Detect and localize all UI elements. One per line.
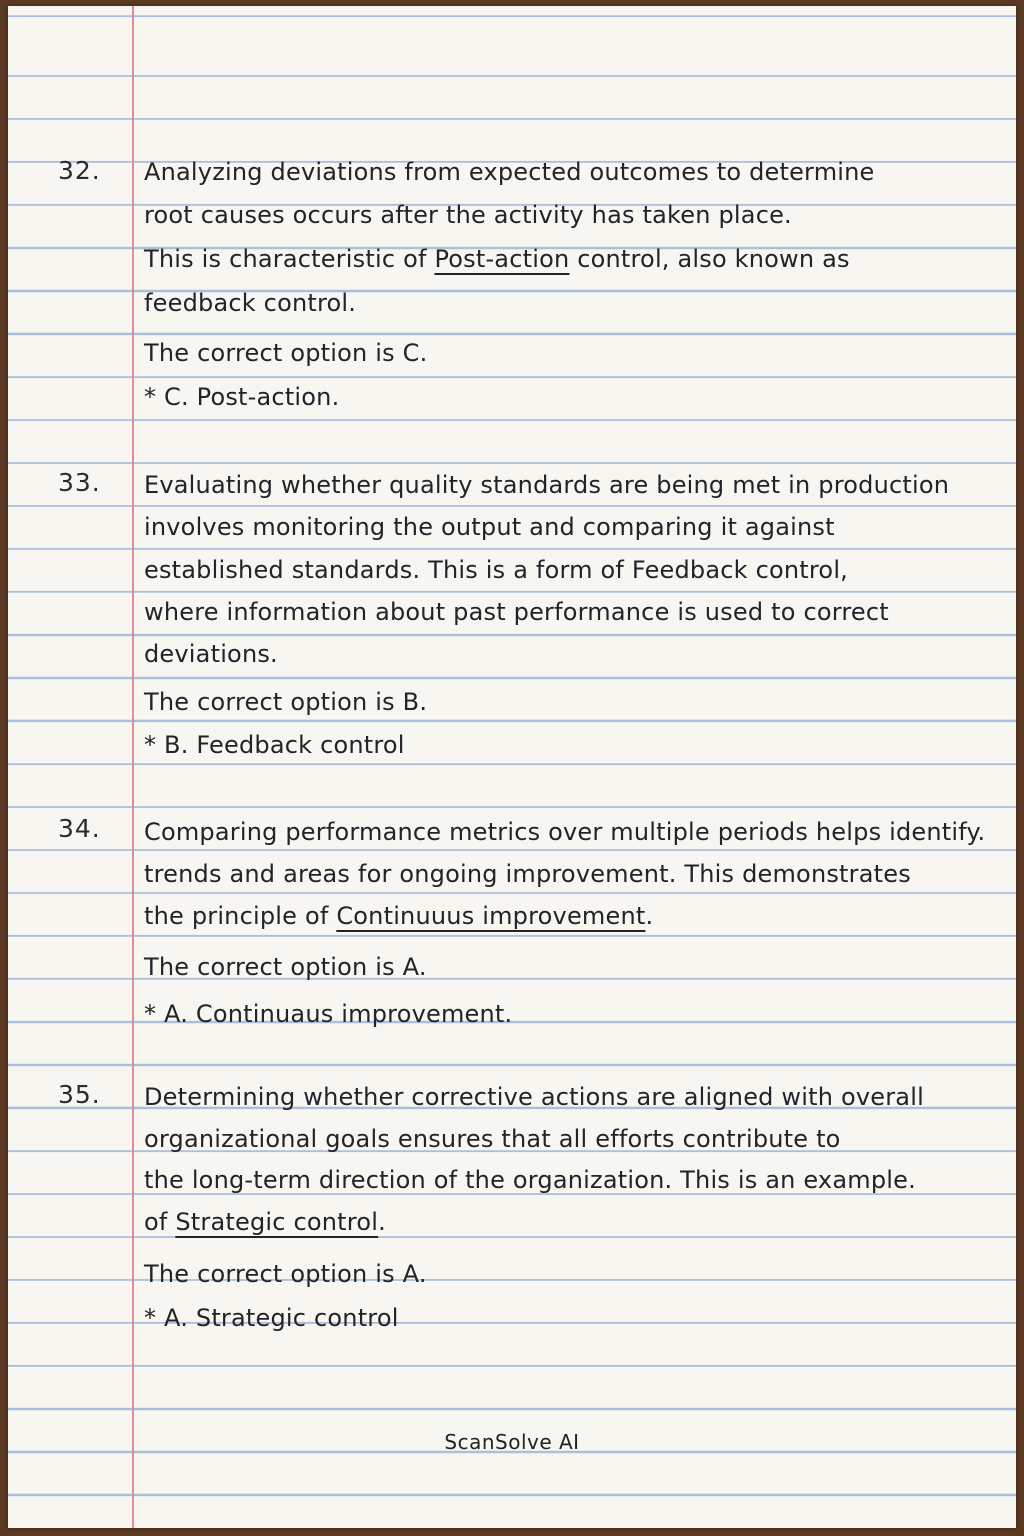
question-line: root causes occurs after the activity has taken place. <box>144 201 792 229</box>
question-line: Comparing performance metrics over multiple periods helps identify. <box>144 818 986 846</box>
question-line: involves monitoring the output and comparing it against <box>144 513 835 541</box>
question-number: 34. <box>58 814 101 843</box>
question-line: Analyzing deviations from expected outcomes to determine <box>144 158 875 186</box>
answer-line: The correct option is A. <box>144 953 427 981</box>
question-line: organizational goals ensures that all efforts contribute to <box>144 1125 841 1153</box>
answer-line: The correct option is C. <box>144 339 428 367</box>
question-number: 32. <box>58 156 101 185</box>
answer-line: The correct option is A. <box>144 1260 427 1288</box>
starred-answer: * C. Post-action. <box>144 383 340 411</box>
question-line: established standards. This is a form of Feedback control, <box>144 556 849 584</box>
question-number: 35. <box>58 1080 101 1109</box>
underlined-term: Post-action <box>434 245 570 273</box>
margin-line <box>132 6 134 1528</box>
notebook-page <box>8 6 1016 1528</box>
question-line: feedback control. <box>144 289 357 317</box>
question-line: deviations. <box>144 640 278 668</box>
question-line: This is characteristic of Post-action control, also known as <box>144 245 850 273</box>
underlined-term: Continuuus improvement <box>336 902 646 930</box>
question-line: Determining whether corrective actions are aligned with overall <box>144 1083 924 1111</box>
question-line: where information about past performance is used to correct <box>144 598 889 626</box>
question-line: the principle of Continuuus improvement. <box>144 902 654 930</box>
answer-line: The correct option is B. <box>144 688 428 716</box>
question-line: of Strategic control. <box>144 1208 386 1236</box>
footer-signature: ScanSolve AI <box>444 1430 580 1454</box>
question-line: Evaluating whether quality standards are being met in production <box>144 471 950 499</box>
question-line: trends and areas for ongoing improvement. This demonstrates <box>144 860 911 888</box>
starred-answer: * A. Continuaus improvement. <box>144 1000 513 1028</box>
underlined-term: Strategic control <box>175 1208 379 1236</box>
starred-answer: * B. Feedback control <box>144 731 405 759</box>
starred-answer: * A. Strategic control <box>144 1304 399 1332</box>
question-number: 33. <box>58 468 101 497</box>
question-line: the long-term direction of the organization. This is an example. <box>144 1166 916 1194</box>
